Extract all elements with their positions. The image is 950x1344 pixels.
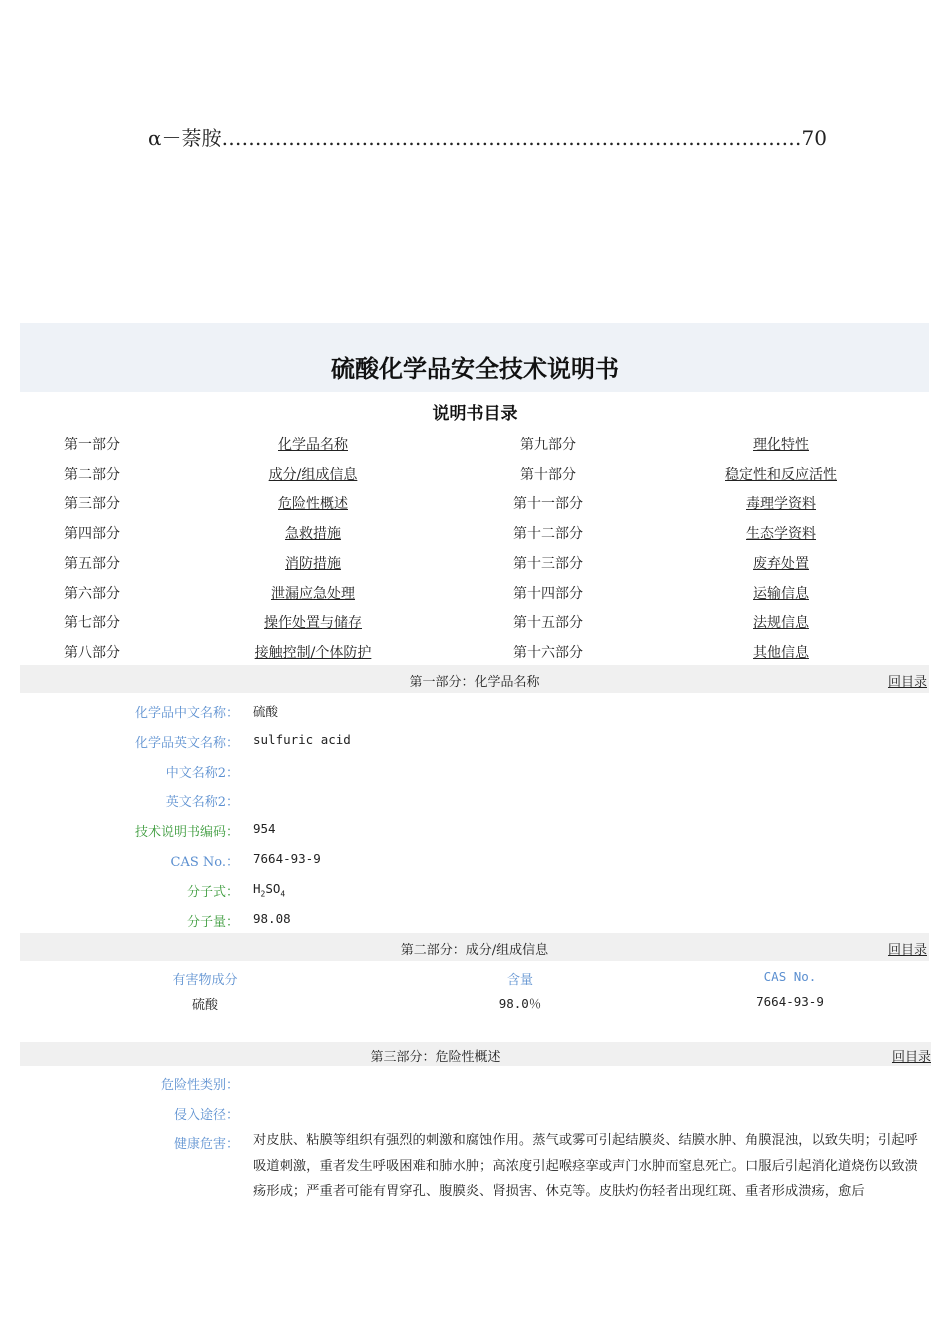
field-label: 化学品英文名称： xyxy=(134,735,239,751)
toc-part-label: 第十部分 xyxy=(520,466,576,483)
toc-part-label: 第二部分 xyxy=(64,466,120,483)
toc-row xyxy=(20,487,929,517)
field-value: 98.08 xyxy=(253,910,291,926)
toc-part-label: 第七部分 xyxy=(64,615,120,632)
toc-part-label: 第八部分 xyxy=(64,644,120,661)
section-2-header xyxy=(20,933,929,961)
back-to-toc-link[interactable]: 回目录 xyxy=(891,1050,931,1065)
field-label: 技术说明书编码： xyxy=(134,825,239,841)
section-3-header xyxy=(20,1042,931,1066)
field-value: sulfuric acid xyxy=(253,731,351,747)
document-title: 硫酸化学品安全技术说明书 xyxy=(331,354,619,383)
field-label: 英文名称2： xyxy=(165,795,239,811)
toc-row xyxy=(20,636,929,666)
toc-section-link[interactable]: 消防措施 xyxy=(285,555,341,572)
field-row xyxy=(20,1097,929,1127)
cell-content: 98.0％ xyxy=(498,996,542,1011)
section-2-title: 第二部分：成分/组成信息 xyxy=(400,943,549,958)
toc-section-link[interactable]: 运输信息 xyxy=(753,585,809,602)
toc-part-label: 第一部分 xyxy=(64,437,120,453)
toc-heading: 说明书目录 xyxy=(432,404,518,424)
toc-section-link[interactable]: 理化特性 xyxy=(753,437,809,453)
toc-row xyxy=(20,517,929,547)
field-row xyxy=(20,695,929,725)
field-value: $H_2SO_4$ xyxy=(253,880,286,899)
col-header-content: 含量 xyxy=(506,973,534,988)
toc-part-label: 第三部分 xyxy=(64,496,120,513)
toc-part-label: 第十三部分 xyxy=(513,555,583,572)
col-header-component: 有害物成分 xyxy=(172,973,238,988)
toc-section-link[interactable]: 化学品名称 xyxy=(278,437,348,453)
toc-section-link[interactable]: 稳定性和反应活性 xyxy=(725,466,837,483)
toc-part-label: 第十四部分 xyxy=(513,585,583,602)
toc-section-link[interactable]: 危险性概述 xyxy=(278,496,348,513)
field-row xyxy=(20,755,929,785)
toc-row xyxy=(20,547,929,577)
toc-section-link[interactable]: 泄漏应急处理 xyxy=(271,585,355,602)
toc-section-link[interactable]: 法规信息 xyxy=(753,615,809,632)
toc-row xyxy=(20,458,929,488)
toc-section-link[interactable]: 操作处置与储存 xyxy=(264,615,362,632)
field-row xyxy=(20,904,929,934)
cell-cas: 7664-93-9 xyxy=(756,994,824,1009)
toc-part-label: 第九部分 xyxy=(520,437,576,453)
field-label: 分子式： xyxy=(186,884,239,900)
field-value: 954 xyxy=(253,821,276,837)
field-label: 化学品中文名称： xyxy=(134,706,239,721)
toc-section-link[interactable]: 接触控制/个体防护 xyxy=(254,644,372,661)
toc-section-link[interactable]: 其他信息 xyxy=(753,644,809,661)
field-value: 7664-93-9 xyxy=(253,851,321,866)
toc-part-label: 第四部分 xyxy=(64,526,120,543)
toc-row xyxy=(20,606,929,636)
toc-section-link[interactable]: 毒理学资料 xyxy=(746,496,816,513)
field-row xyxy=(20,814,929,844)
toc-part-label: 第十二部分 xyxy=(513,526,583,543)
toc-section-link[interactable]: 成分/组成信息 xyxy=(268,466,358,483)
field-label: 危险性类别： xyxy=(160,1078,239,1093)
toc-part-label: 第十一部分 xyxy=(513,496,583,513)
field-row xyxy=(20,784,929,814)
toc-section-link[interactable]: 急救措施 xyxy=(285,526,341,543)
section-1-title: 第一部分：化学品名称 xyxy=(409,675,540,690)
back-to-toc-link[interactable]: 回目录 xyxy=(887,675,927,690)
toc-section-link[interactable]: 生态学资料 xyxy=(746,526,816,543)
section-1-header xyxy=(20,665,929,693)
field-label: 侵入途径： xyxy=(173,1107,239,1123)
toc-part-label: 第十六部分 xyxy=(513,644,583,661)
toc-part-label: 第五部分 xyxy=(64,555,120,572)
field-row xyxy=(20,1067,929,1097)
toc-part-label: 第六部分 xyxy=(64,585,120,602)
field-label: 健康危害： xyxy=(173,1137,239,1152)
section-3-title: 第三部分：危险性概述 xyxy=(370,1050,501,1065)
field-row xyxy=(20,844,929,874)
health-hazard-text: 对皮肤、粘膜等组织有强烈的刺激和腐蚀作用。蒸气或雾可引起结膜炎、结膜水肿、角膜混浊，以致失明；引起呼吸道刺激，重者发生呼吸困难和肺水肿；高浓度引起喉痉挛或声门水肿而窒息死亡。口服后引起消化道烧伤以致溃疡形成；严重者可能有胃穿孔、腹膜炎、肾损害、休克等。皮肤灼伤轻者出现红斑、重者形成溃疡，愈后 xyxy=(253,1133,918,1199)
index-entry[interactable]: α－萘胺……………………………………………………………………………70 xyxy=(148,126,827,150)
field-row xyxy=(20,874,929,904)
col-header-cas: CAS No. xyxy=(763,969,817,984)
field-label: CAS No.： xyxy=(170,855,239,870)
field-label: 分子量： xyxy=(186,914,239,930)
field-value: 硫酸 xyxy=(253,704,279,719)
toc-row xyxy=(20,428,929,458)
toc-section-link[interactable]: 废弃处置 xyxy=(753,555,809,572)
back-to-toc-link[interactable]: 回目录 xyxy=(887,943,927,958)
toc-row xyxy=(20,577,929,607)
field-label: 中文名称2： xyxy=(165,765,239,781)
toc-part-label: 第十五部分 xyxy=(513,615,583,632)
cell-component: 硫酸 xyxy=(191,998,219,1013)
field-row xyxy=(20,725,929,755)
